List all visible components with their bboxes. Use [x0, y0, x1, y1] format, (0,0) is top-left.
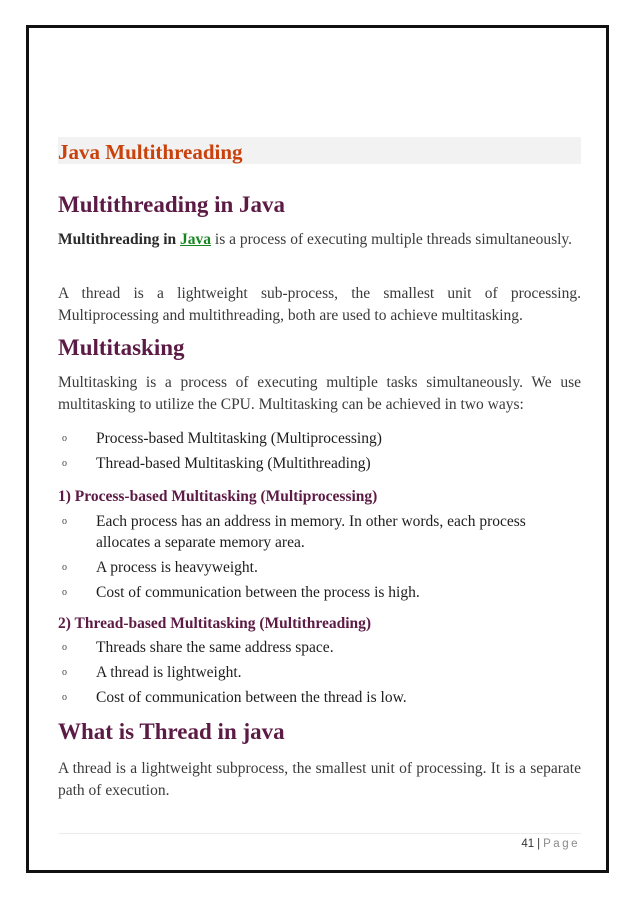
thread-based-list	[58, 637, 581, 708]
bullet-icon: o	[62, 562, 67, 573]
list-item	[58, 687, 581, 708]
footer-divider	[58, 833, 581, 834]
page-label: Page	[543, 838, 580, 850]
what-is-thread-paragraph: A thread is a lightweight subprocess, the smallest unit of processing. It is a separate path of execution.	[58, 760, 581, 799]
bullet-icon: o	[62, 433, 67, 444]
heading-multitasking: Multitasking	[58, 335, 185, 360]
thread-definition-paragraph: A thread is a lightweight sub-process, the smallest unit of processing. Multiprocessing and multithreading, both are used to achieve multitasking.	[58, 285, 581, 324]
list-item	[58, 428, 581, 449]
list-item-text: Each process has an address in memory. In other words, each process allocates a separate memory area.	[96, 513, 526, 551]
java-link[interactable]: Java	[180, 231, 212, 248]
bullet-icon: o	[62, 642, 67, 653]
intro-bold-text: Multithreading in	[58, 231, 177, 248]
multitasking-ways-list	[58, 428, 581, 474]
intro-rest-text: is a process of executing multiple threads simultaneously.	[214, 231, 573, 248]
multitasking-paragraph: Multitasking is a process of executing multiple tasks simultaneously. We use multitasking to utilize the CPU. Multitasking can be achieved in two ways:	[58, 374, 581, 413]
list-item-text: Cost of communication between the thread is low.	[96, 689, 407, 706]
list-item-text: Cost of communication between the process is high.	[96, 584, 420, 601]
heading-thread-based: 2) Thread-based Multitasking (Multithreading)	[58, 615, 372, 632]
footer-separator: |	[537, 838, 541, 850]
bullet-icon: o	[62, 458, 67, 469]
bullet-icon: o	[62, 587, 67, 598]
list-item	[58, 511, 581, 553]
process-based-list	[58, 511, 581, 603]
list-item	[58, 453, 581, 474]
list-item-text: Threads share the same address space.	[96, 639, 334, 656]
bullet-icon: o	[62, 692, 67, 703]
list-item	[58, 637, 581, 658]
heading-process-based: 1) Process-based Multitasking (Multiprocessing)	[58, 488, 378, 505]
list-item-text: Thread-based Multitasking (Multithreading)	[96, 455, 371, 472]
multithreading-intro-paragraph	[58, 229, 581, 251]
list-item	[58, 582, 581, 603]
list-item	[58, 662, 581, 683]
bullet-icon: o	[62, 516, 67, 527]
list-item-text: A process is heavyweight.	[96, 559, 258, 576]
heading-what-is-thread: What is Thread in java	[58, 719, 285, 744]
page-footer	[521, 838, 580, 850]
bullet-icon: o	[62, 667, 67, 678]
list-item-text: A thread is lightweight.	[96, 664, 242, 681]
chapter-title: Java Multithreading	[58, 140, 243, 164]
list-item-text: Process-based Multitasking (Multiprocessing)	[96, 430, 382, 447]
page-number: 41	[521, 838, 535, 850]
heading-multithreading-in-java: Multithreading in Java	[58, 192, 286, 217]
list-item	[58, 557, 581, 578]
